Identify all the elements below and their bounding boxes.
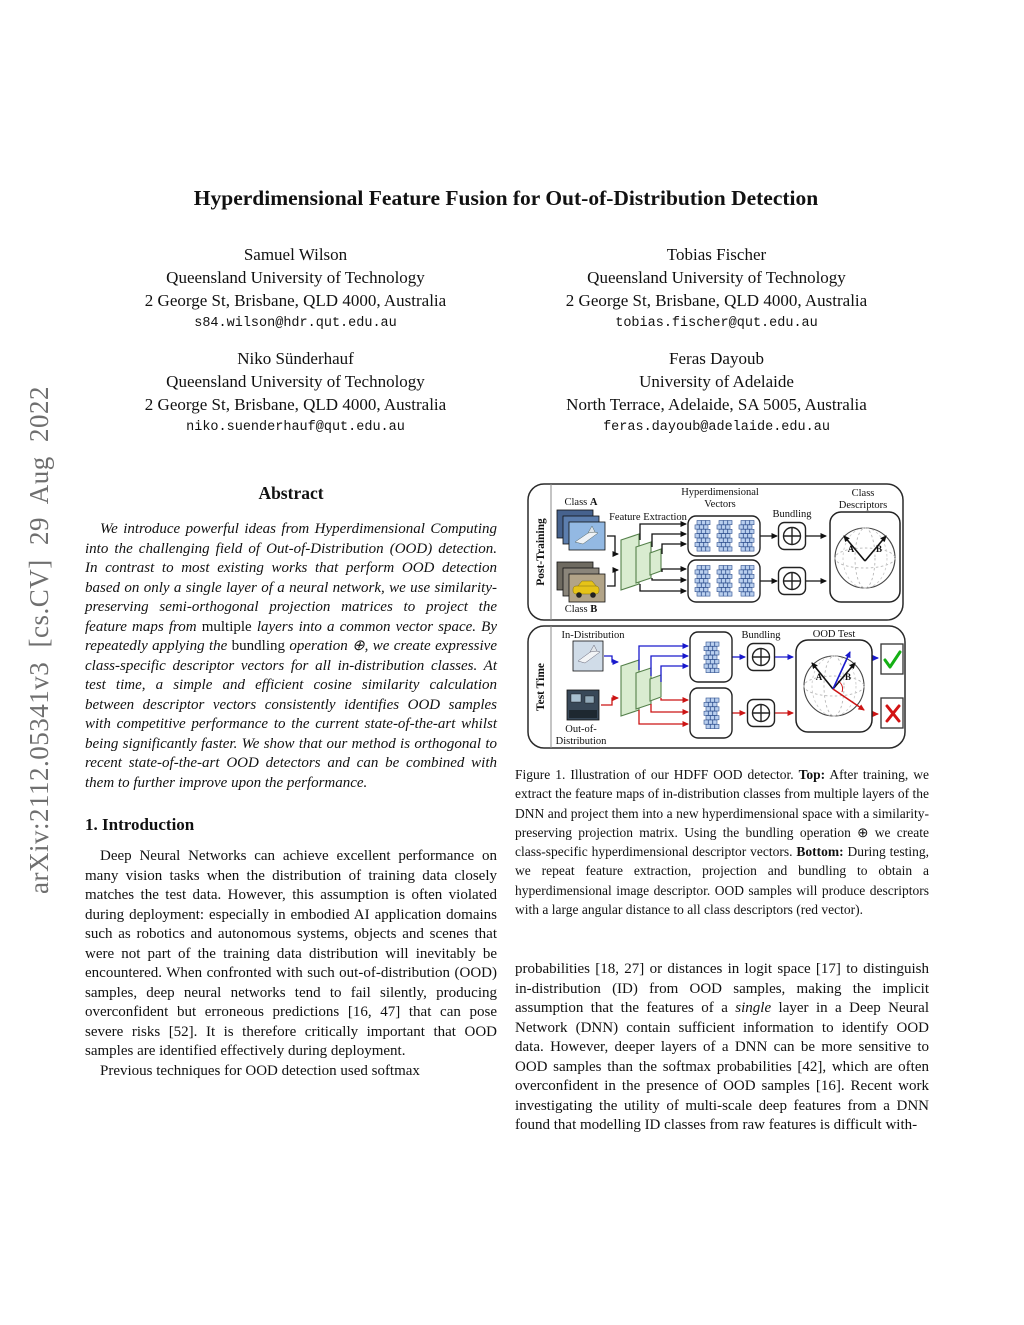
hypervector-box-class-a — [688, 516, 760, 556]
class-descriptors-label-line1: Class — [851, 488, 875, 499]
vector-b-label: B — [875, 544, 883, 554]
author-affiliation: Queensland University of Technology — [587, 268, 846, 287]
author-affiliation: Queensland University of Technology — [166, 372, 425, 391]
author-email: niko.suenderhauf@qut.edu.au — [186, 420, 405, 435]
author-block-tobias-fischer — [506, 243, 927, 333]
out-of-distribution-image — [567, 690, 599, 720]
arxiv-watermark: arXiv:2112.05341v3 [cs.CV] 29 Aug 2022 — [24, 386, 54, 894]
fail-result-box — [881, 698, 903, 728]
class-b-label: Class B — [564, 604, 598, 615]
figure-1-diagram — [515, 474, 925, 759]
bundling-operator-icon — [748, 644, 775, 671]
author-address: 2 George St, Brisbane, QLD 4000, Australia — [144, 291, 447, 310]
abstract-part: operation ⊕, we create expressive class-specific descriptor vectors for all in-distribution classes. At test time, a simple and efficient cosine similarity calculation between descriptor vectors consistently identifies OOD samples with competitive performance to the current state-of-the-art whilst being significantly faster. We show that our method is orthogonal to recent state-of-the-art OOD detectors and can be combined with them to further improve upon the performance. — [85, 638, 497, 791]
author-address: 2 George St, Brisbane, QLD 4000, Australia — [565, 291, 868, 310]
vector-a-label: A — [847, 544, 855, 554]
class-descriptors-label-line2: Descriptors — [838, 500, 888, 511]
caption-top-keyword: Top: — [798, 767, 826, 782]
abstract-roman-term: multiple — [201, 618, 252, 635]
bundling-label-top: Bundling — [772, 509, 812, 520]
author-block-feras-dayoub — [506, 347, 927, 437]
class-a-image-stack — [557, 510, 605, 550]
author-email: feras.dayoub@adelaide.edu.au — [603, 420, 830, 435]
abstract-roman-term: bundling — [231, 638, 286, 654]
class-descriptor-sphere — [830, 512, 900, 602]
author-name: Niko Sünderhauf — [237, 349, 354, 368]
author-name: Samuel Wilson — [243, 245, 348, 264]
ood-test-sphere — [796, 640, 872, 732]
author-name: Feras Dayoub — [669, 349, 764, 368]
in-distribution-label: In-Distribution — [561, 630, 625, 641]
class-b-image-stack — [557, 562, 605, 602]
bundling-operator-icon — [748, 700, 775, 727]
in-distribution-image — [573, 641, 603, 671]
author-address: North Terrace, Adelaide, SA 5005, Australia — [566, 395, 867, 414]
abstract-heading: Abstract — [258, 483, 324, 503]
out-of-distribution-label-line1: Out-of- — [565, 724, 597, 735]
hyperdimensional-label-line2: Vectors — [704, 499, 736, 510]
author-email: tobias.fischer@qut.edu.au — [615, 316, 818, 331]
author-block-niko-sunderhauf — [85, 347, 506, 437]
column2-paragraph — [515, 960, 929, 1136]
caption-part: After training, we extract the feature maps of in-distribution classes from multiple layers of the DNN and project them into a new hyperdimensional space with a similarity-preserving projection matrix. Using the bundling operation ⊕ we create class-specific hyperdimensional descriptor vectors. — [515, 767, 929, 860]
bundling-label-bottom: Bundling — [741, 630, 781, 641]
emphasized-word: single — [735, 1000, 772, 1017]
author-affiliation: University of Adelaide — [639, 372, 794, 391]
panel-post-training — [528, 484, 903, 620]
right-column — [515, 474, 929, 1136]
out-of-distribution-label-line2: Distribution — [555, 736, 607, 747]
figure-caption — [515, 765, 929, 919]
class-a-label: Class A — [564, 497, 598, 508]
author-address: 2 George St, Brisbane, QLD 4000, Australia — [144, 395, 447, 414]
test-time-label: Test Time — [535, 662, 547, 712]
hyperdimensional-label-line1: Hyperdimensional — [681, 487, 759, 498]
caption-bottom-keyword: Bottom: — [796, 844, 844, 860]
hypervector-box-in-distribution — [690, 632, 732, 682]
vector-a-label: A — [815, 672, 823, 682]
paragraph-part: probabilities [18, 27] or distances in logit space [17] to distinguish in-distribution (ID) from OOD samples, making the implicit assumption that the features of a — [515, 961, 929, 1017]
author-grid — [85, 243, 927, 437]
author-affiliation: Queensland University of Technology — [166, 268, 425, 287]
left-column — [85, 483, 497, 1081]
author-email: s84.wilson@hdr.qut.edu.au — [194, 316, 397, 331]
hypervector-box-out-of-distribution — [690, 688, 732, 738]
panel-test-time — [528, 626, 905, 748]
ood-test-label: OOD Test — [812, 629, 856, 640]
abstract-part: We introduce powerful ideas from Hyperdimensional Computing into the challenging field of Out-of-Distribution (OOD) detection. In contrast to most existing works that perform OOD detection based on only a single layer of a neural network, we use similarity-preserving semi-orthogonal projection matrices to project the feature maps from — [85, 521, 497, 635]
author-name: Tobias Fischer — [666, 245, 767, 264]
post-training-label: Post-Training — [535, 518, 547, 586]
abstract-part: layers into a common vector space. By repeatedly applying the — [85, 618, 497, 654]
bundling-operator-icon — [779, 568, 806, 595]
caption-part: Figure 1. Illustration of our HDFF OOD detector. — [515, 767, 799, 782]
author-block-samuel-wilson — [85, 243, 506, 333]
vector-b-label: B — [844, 672, 852, 682]
hypervector-box-class-b — [688, 560, 760, 602]
monitor-glyph — [571, 694, 581, 702]
feature-extraction-label: Feature Extraction — [609, 512, 687, 523]
introduction-paragraph-1: Deep Neural Networks can achieve excellent performance on many vision tasks when the distribution of training data closely matches the test data. However, this assumption is often violated during deployment: especially in embodied AI application domains such as robotics and autonomous systems, objects and scenes that were not part of the training data distribution will inevitably be encountered. When confronted with such out-of-distribution (OOD) samples, deep neural networks tend to fail silently, producing overconfident but erroneous predictions [16, 47] that can pose severe risks [52]. It is therefore critically important that OOD samples are identified effectively during deployment. — [85, 848, 497, 1059]
abstract-text — [85, 520, 497, 793]
paragraph-part: layer in a Deep Neural Network (DNN) contain sufficient information to identify OOD data. However, deeper layers of a DNN can be more sensitive to OOD samples than the softmax probabilities [42], which are often overconfident in the presence of OOD samples [16]. Recent work investigating the utility of multi-scale deep features from a DNN found that modelling ID classes from raw features is difficult with- — [515, 1000, 929, 1134]
section-heading-introduction: 1. Introduction — [85, 815, 195, 834]
caption-part: During testing, we repeat feature extraction, projection and bundling to obtain a hyperdimensional image descriptor. OOD samples will produce descriptors with a large angular distance to all class descriptors (red vector). — [515, 844, 929, 918]
bundling-operator-icon — [779, 523, 806, 550]
introduction-paragraph-2: Previous techniques for OOD detection used softmax — [100, 1062, 420, 1079]
pass-result-box — [881, 644, 903, 674]
paper-title: Hyperdimensional Feature Fusion for Out-of-Distribution Detection — [193, 186, 819, 211]
